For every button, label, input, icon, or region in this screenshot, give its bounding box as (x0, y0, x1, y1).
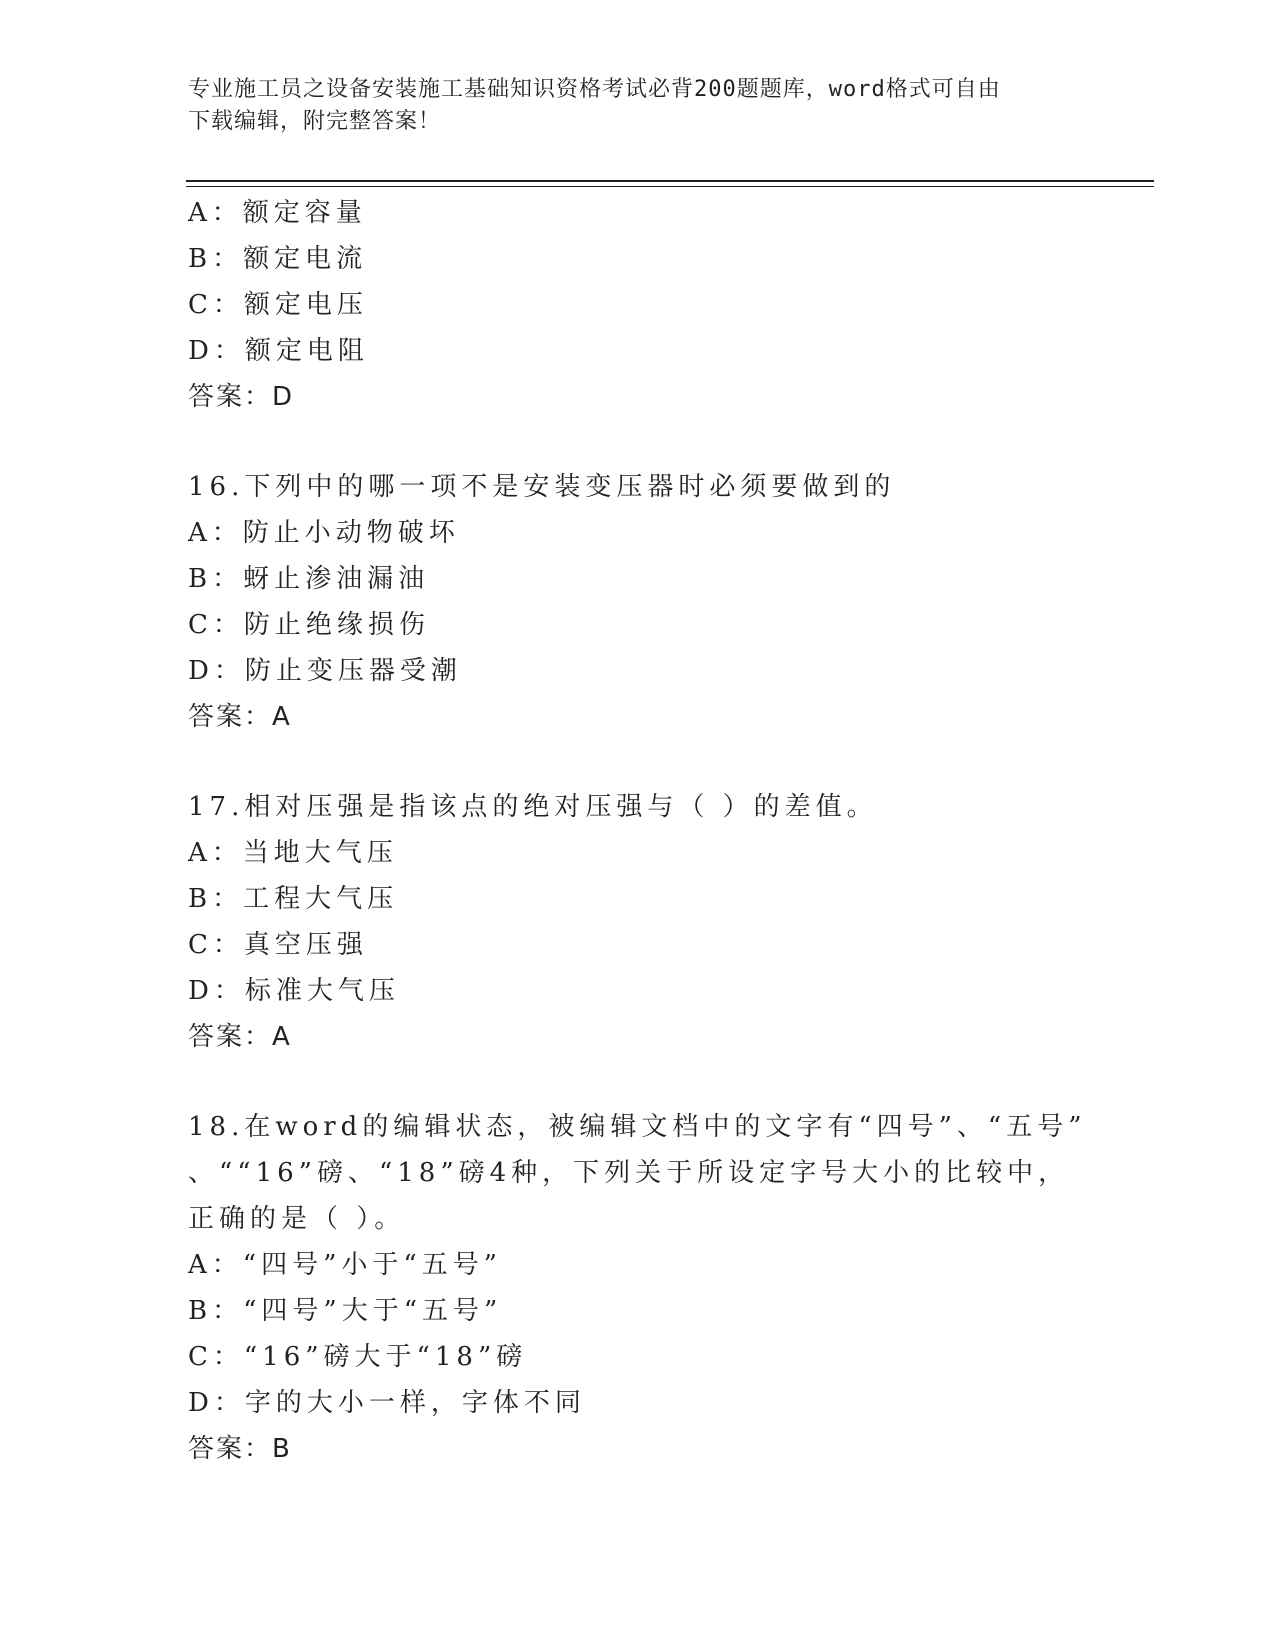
spacer (188, 1060, 1148, 1104)
answer-line: 答案：B (188, 1434, 292, 1464)
answer-line: 答案：A (188, 702, 292, 732)
option-b: B：“四号”大于“五号” (188, 1296, 503, 1326)
option-a: A：额定容量 (188, 198, 367, 228)
question-text: 16.下列中的哪一项不是安装变压器时必须要做到的 (188, 472, 896, 502)
option-c: C：额定电压 (188, 290, 368, 320)
question-16-block (188, 464, 1148, 740)
question-18-block (188, 1104, 1148, 1472)
answer-line: 答案：D (188, 382, 295, 412)
option-d: D：额定电阻 (188, 336, 369, 366)
option-b: B：工程大气压 (188, 884, 399, 914)
document-header (188, 74, 1068, 138)
option-d: D：标准大气压 (188, 976, 400, 1006)
header-rule-thick (186, 180, 1154, 182)
question-17-block (188, 784, 1148, 1060)
header-line-1: 专业施工员之设备安装施工基础知识资格考试必背200题题库，word格式可自由 (188, 77, 1001, 102)
option-d: D：字的大小一样，字体不同 (188, 1388, 586, 1418)
spacer (188, 740, 1148, 784)
option-b: B：蚜止渗油漏油 (188, 564, 430, 594)
question-text-line-3: 正确的是（ ）。 (188, 1204, 406, 1234)
option-a: A：防止小动物破坏 (188, 518, 460, 548)
header-line-2: 下载编辑，附完整答案！ (188, 109, 442, 134)
option-c: C：真空压强 (188, 930, 368, 960)
option-a: A：“四号”小于“五号” (188, 1250, 502, 1280)
option-c: C：防止绝缘损伤 (188, 610, 430, 640)
option-d: D：防止变压器受潮 (188, 656, 462, 686)
option-b: B：额定电流 (188, 244, 368, 274)
answer-line: 答案：A (188, 1022, 292, 1052)
spacer (188, 420, 1148, 464)
option-a: A：当地大气压 (188, 838, 398, 868)
question-15-block (188, 190, 1148, 420)
question-text-line-2: 、““16”磅、“18”磅4种，下列关于所设定字号大小的比较中， (188, 1158, 1070, 1188)
question-list (188, 190, 1148, 1472)
option-c: C：“16”磅大于“18”磅 (188, 1342, 528, 1372)
header-rule-thin (186, 186, 1154, 187)
question-text: 17.相对压强是指该点的绝对压强与（ ）的差值。 (188, 792, 878, 822)
question-text-line-1: 18.在word的编辑状态，被编辑文档中的文字有“四号”、“五号” (188, 1112, 1087, 1142)
